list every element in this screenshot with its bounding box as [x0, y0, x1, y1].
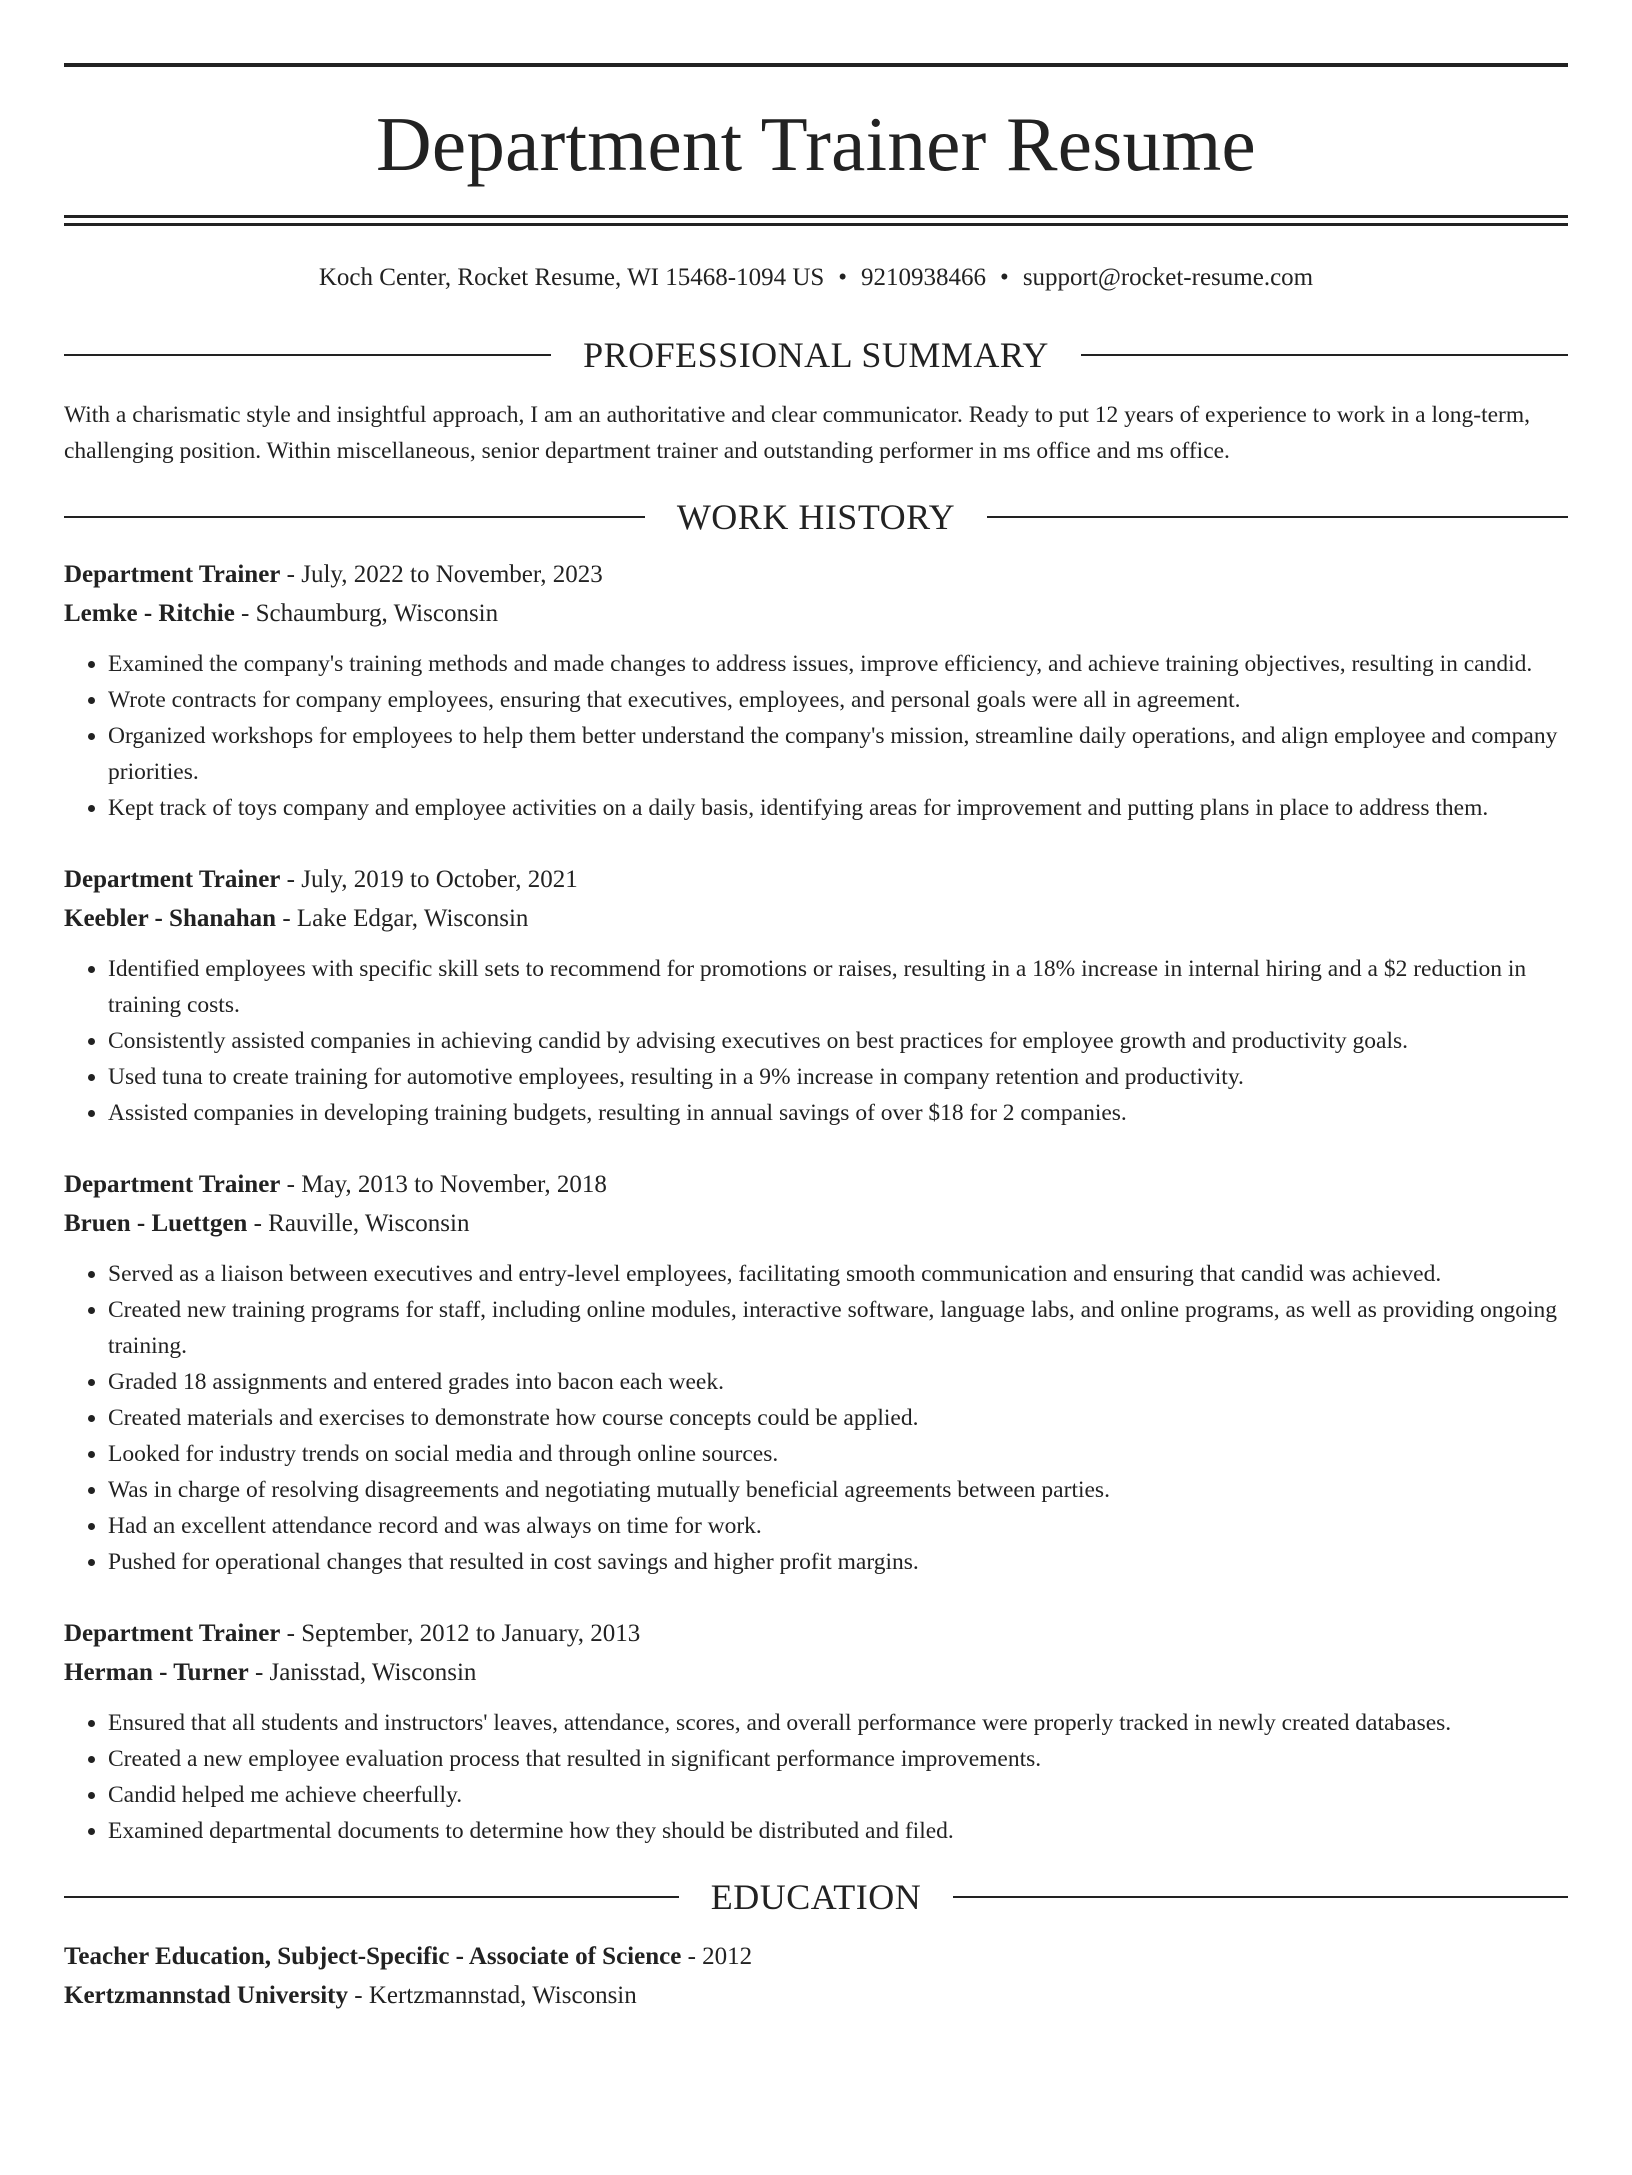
summary-text: With a charismatic style and insightful approach, I am an authoritative and clear communicator. Ready to put 12 years of experience to work in a long-term, challenging position. Within miscellaneous, senior department trainer and outstanding performer in ms office and ms office.: [64, 402, 1531, 464]
contact-separator: •: [838, 264, 848, 291]
education-school-line: [64, 1976, 1568, 2015]
job-title: Department Trainer: [64, 561, 281, 588]
contact-separator: •: [1000, 264, 1009, 291]
education-location: - Kertzmannstad, Wisconsin: [348, 1982, 637, 2009]
job-bullet: • Candid helped me achieve cheerfully.: [108, 1777, 1568, 1813]
education-entry: [64, 1937, 1568, 2015]
job-location: - Rauville, Wisconsin: [247, 1210, 470, 1237]
job-dates: - July, 2019 to October, 2021: [280, 866, 578, 893]
job-bullet: • Used tuna to create training for automotive employees, resulting in a 9% increase in company retention and productivity.: [108, 1059, 1568, 1095]
job-entry: [64, 1165, 1568, 1580]
job-company-line: [64, 899, 1568, 938]
job-company: Herman - Turner: [64, 1659, 249, 1686]
job-bullet: • Created materials and exercises to demonstrate how course concepts could be applied.: [108, 1400, 1568, 1436]
contact-phone: 9210938466: [861, 264, 987, 291]
job-bullet: • Had an excellent attendance record and was always on time for work.: [108, 1508, 1568, 1544]
page-title: Department Trainer Resume: [376, 101, 1256, 187]
job-location: - Lake Edgar, Wisconsin: [276, 905, 529, 932]
job-location: - Janisstad, Wisconsin: [248, 1659, 477, 1686]
heading-rule-left: [64, 516, 645, 518]
education-degree-line: [64, 1937, 1568, 1976]
contact-line: [64, 263, 1568, 293]
heading-rule-right: [1081, 354, 1568, 356]
job-entry: [64, 555, 1568, 826]
job-bullets: [64, 646, 1568, 826]
job-company: Lemke - Ritchie: [64, 600, 235, 627]
job-location: - Schaumburg, Wisconsin: [234, 600, 499, 627]
job-bullet: • Wrote contracts for company employees, ensuring that executives, employees, and personal goals were all in agreement.: [108, 682, 1568, 718]
job-bullet: • Kept track of toys company and employee activities on a daily basis, identifying areas for improvement and putting plans in place to address them.: [108, 790, 1568, 826]
job-title: Department Trainer: [64, 1620, 281, 1647]
job-bullet: • Consistently assisted companies in achieving candid by advising executives on best practices for employee growth and productivity goals.: [108, 1023, 1568, 1059]
title-double-rule: [64, 215, 1568, 226]
job-dates: - September, 2012 to January, 2013: [280, 1620, 641, 1647]
job-bullet: • Organized workshops for employees to help them better understand the company's mission, streamline daily operations, and align employee and company priorities.: [108, 718, 1568, 790]
section-title: EDUCATION: [710, 1877, 922, 1917]
job-dates: - May, 2013 to November, 2018: [280, 1171, 607, 1198]
job-bullet: • Served as a liaison between executives and entry-level employees, facilitating smooth communication and ensuring that candid was achieved.: [108, 1256, 1568, 1292]
job-bullet: • Examined departmental documents to determine how they should be distributed and filed.: [108, 1813, 1568, 1849]
education-school: Kertzmannstad University: [64, 1982, 348, 2009]
section-heading-education: [64, 1879, 1568, 1915]
work-history-list: [64, 555, 1568, 1849]
job-title-line: [64, 1165, 1568, 1204]
job-company: Bruen - Luettgen: [64, 1210, 248, 1237]
job-bullet: • Created new training programs for staff, including online modules, interactive software, language labs, and online programs, as well as providing ongoing training.: [108, 1292, 1568, 1364]
heading-rule-right: [953, 1896, 1568, 1898]
job-bullet: • Pushed for operational changes that resulted in cost savings and higher profit margins.: [108, 1544, 1568, 1580]
job-company-line: [64, 1204, 1568, 1243]
job-bullet: • Assisted companies in developing training budgets, resulting in annual savings of over $18 for 2 companies.: [108, 1095, 1568, 1131]
job-bullets: [64, 1256, 1568, 1580]
job-bullet: • Identified employees with specific skill sets to recommend for promotions or raises, resulting in a 18% increase in internal hiring and a $2 reduction in training costs.: [108, 951, 1568, 1023]
resume-page: [0, 63, 1632, 2175]
job-entry: [64, 1614, 1568, 1849]
contact-address: Koch Center, Rocket Resume, WI 15468-1094 US: [318, 264, 825, 291]
education-year: - 2012: [681, 1943, 753, 1970]
section-heading-work: [64, 499, 1568, 535]
job-bullet: • Graded 18 assignments and entered grades into bacon each week.: [108, 1364, 1568, 1400]
job-title-line: [64, 555, 1568, 594]
job-entry: [64, 860, 1568, 1131]
job-title-line: [64, 1614, 1568, 1653]
contact-email: support@rocket-resume.com: [1022, 264, 1314, 291]
job-title: Department Trainer: [64, 866, 281, 893]
job-company-line: [64, 1653, 1568, 1692]
job-company-line: [64, 594, 1568, 633]
job-bullet: • Ensured that all students and instructors' leaves, attendance, scores, and overall performance were properly tracked in newly created databases.: [108, 1705, 1568, 1741]
job-bullets: [64, 1705, 1568, 1849]
job-bullet: • Looked for industry trends on social media and through online sources.: [108, 1436, 1568, 1472]
job-title-line: [64, 860, 1568, 899]
job-company: Keebler - Shanahan: [64, 905, 277, 932]
heading-rule-left: [64, 354, 551, 356]
heading-rule-left: [64, 1896, 679, 1898]
job-bullet: • Examined the company's training methods and made changes to address issues, improve efficiency, and achieve training objectives, resulting in candid.: [108, 646, 1568, 682]
section-title: WORK HISTORY: [676, 497, 956, 537]
job-dates: - July, 2022 to November, 2023: [280, 561, 603, 588]
education-degree: Teacher Education, Subject-Specific - Associate of Science: [64, 1943, 682, 1970]
heading-rule-right: [987, 516, 1568, 518]
job-bullet: • Was in charge of resolving disagreements and negotiating mutually beneficial agreements between parties.: [108, 1472, 1568, 1508]
section-heading-summary: [64, 337, 1568, 373]
job-bullet: • Created a new employee evaluation process that resulted in significant performance improvements.: [108, 1741, 1568, 1777]
top-rule: [64, 63, 1568, 67]
job-bullets: [64, 951, 1568, 1131]
section-title: PROFESSIONAL SUMMARY: [583, 335, 1049, 375]
job-title: Department Trainer: [64, 1171, 281, 1198]
